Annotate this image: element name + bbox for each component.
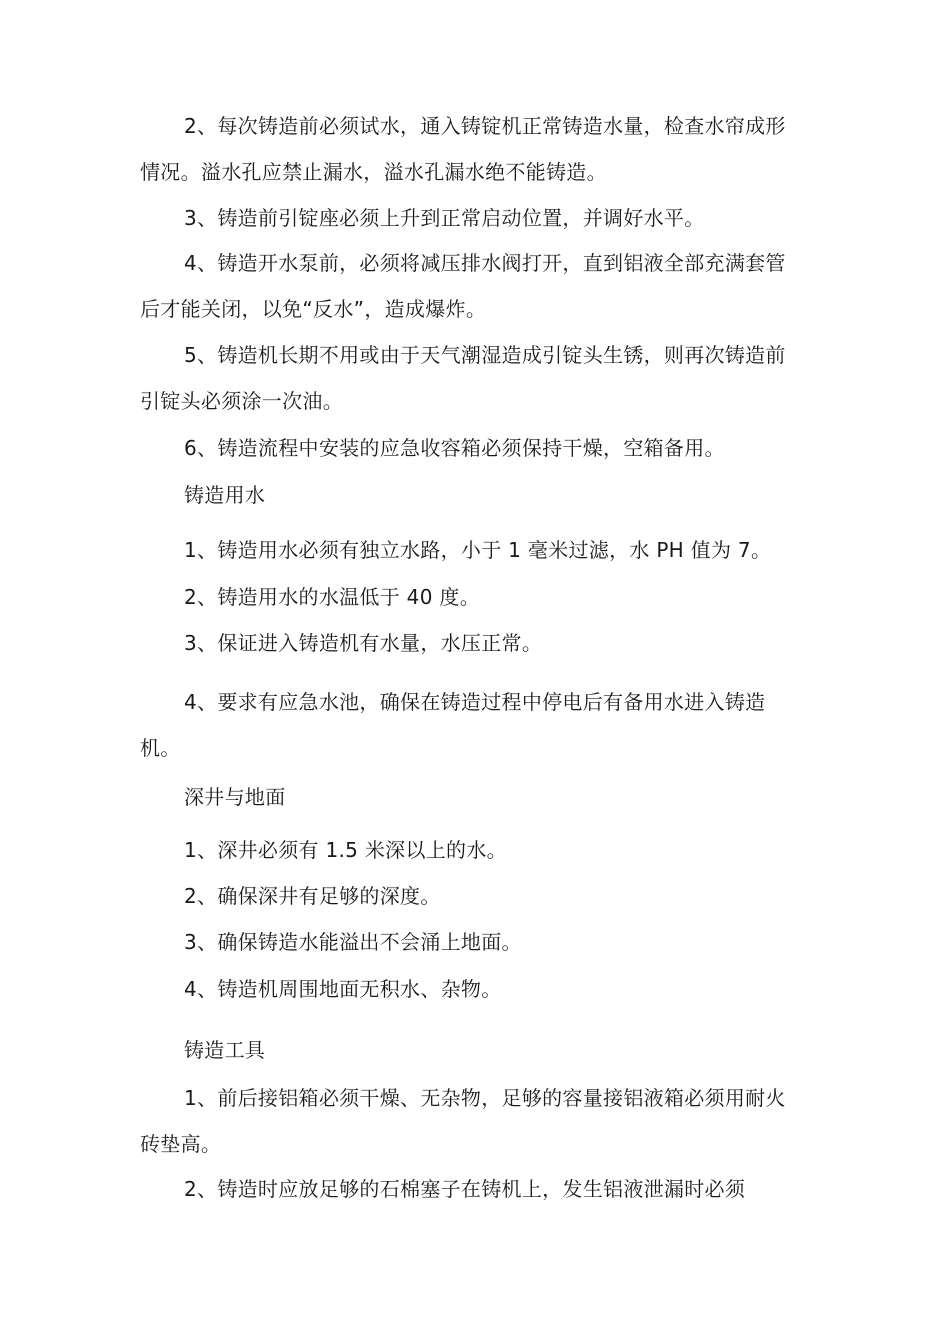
paragraph-water-filter: 1、铸造用水必须有独立水路，小于 1 毫米过滤，水 PH 值为 7。 [184, 538, 772, 562]
paragraph-pump-valve: 4、铸造开水泵前，必须将减压排水阀打开，直到铝液全部充满套管后才能关闭，以免“反水”，造成爆炸。 [140, 251, 786, 321]
paragraph-asbestos-plugs: 2、铸造时应放足够的石棉塞子在铸机上，发生铝液泄漏时必须 [184, 1177, 746, 1201]
paragraph-starter-block-position: 3、铸造前引锭座必须上升到正常启动位置，并调好水平。 [184, 206, 705, 230]
paragraph-water-overflow: 3、确保铸造水能溢出不会涌上地面。 [184, 930, 522, 954]
paragraph-emergency-box: 6、铸造流程中安装的应急收容箱必须保持干燥，空箱备用。 [184, 436, 725, 460]
paragraph-aluminum-box: 1、前后接铝箱必须干燥、无杂物，足够的容量接铝液箱必须用耐火砖垫高。 [140, 1086, 786, 1156]
paragraph-water-pressure: 3、保证进入铸造机有水量，水压正常。 [184, 631, 543, 655]
paragraph-pre-cast-water-test: 2、每次铸造前必须试水，通入铸锭机正常铸造水量，检查水帘成形情况。溢水孔应禁止漏水，溢水孔漏水绝不能铸造。 [140, 114, 786, 184]
paragraph-water-temperature: 2、铸造用水的水温低于 40 度。 [184, 585, 480, 609]
paragraph-well-water-depth: 1、深井必须有 1.5 米深以上的水。 [184, 838, 507, 862]
paragraph-well-depth: 2、确保深井有足够的深度。 [184, 884, 441, 908]
paragraph-starter-head-oil: 5、铸造机长期不用或由于天气潮湿造成引锭头生锈，则再次铸造前引锭头必须涂一次油。 [140, 343, 786, 413]
paragraph-ground-clear: 4、铸造机周围地面无积水、杂物。 [184, 977, 502, 1001]
paragraph-emergency-pool: 4、要求有应急水池，确保在铸造过程中停电后有备用水进入铸造机。 [140, 690, 766, 760]
section-heading-casting-tools: 铸造工具 [184, 1038, 266, 1062]
section-heading-well-and-ground: 深井与地面 [184, 785, 286, 809]
section-heading-casting-water: 铸造用水 [184, 483, 266, 507]
